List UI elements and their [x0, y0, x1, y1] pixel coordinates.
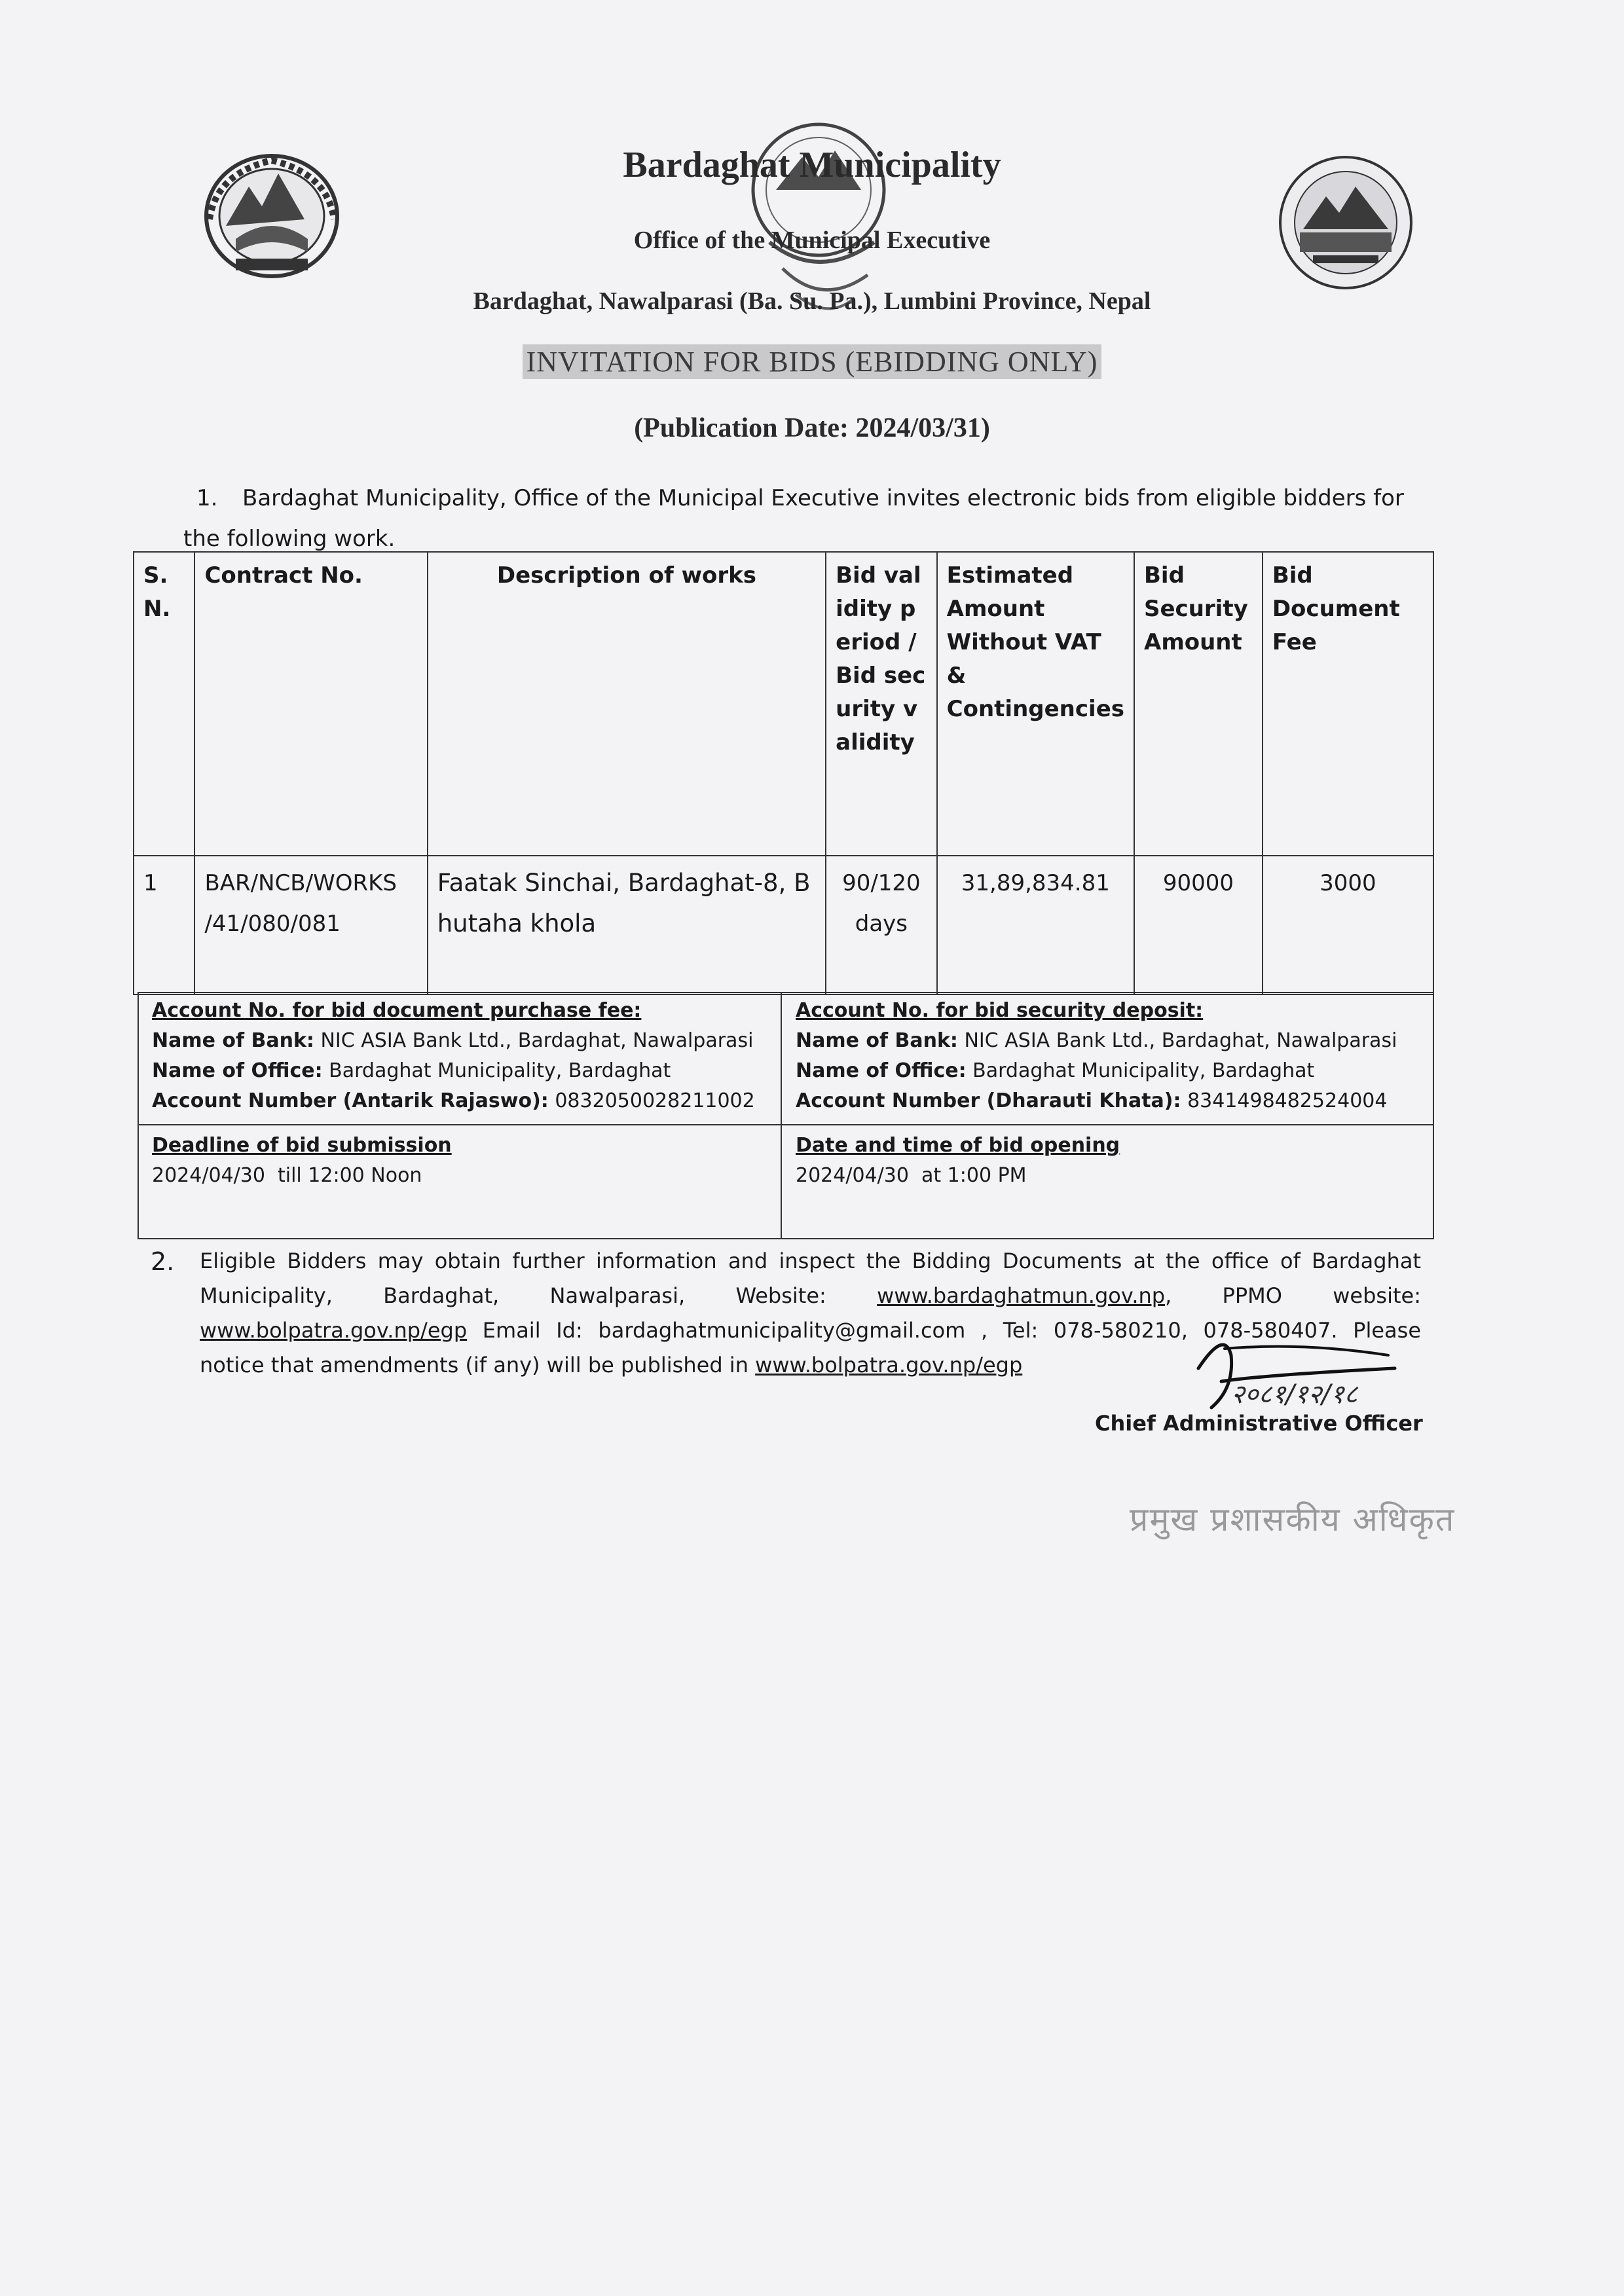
paragraph-2-text-3: Email Id: bardaghatmunicipality@gmail.com , Tel: 078-580210, 078-580407. Please notice that amendments (if any) will be published in	[200, 1318, 1421, 1377]
security-office-line: Name of Office: Bardaghat Municipality, Bardaghat	[796, 1059, 1315, 1082]
security-account-line: Account Number (Dharauti Khata): 8341498482524004	[796, 1089, 1388, 1112]
security-bank-line: Name of Bank: NIC ASIA Bank Ltd., Bardaghat, Nawalparasi	[796, 1029, 1397, 1052]
header-contract-no: Contract No.	[194, 552, 427, 856]
header-bid-validity: Bid validity period / Bid security validity	[826, 552, 937, 856]
paragraph-2-number: 2.	[151, 1247, 175, 1276]
header-document-fee: Bid Document Fee	[1263, 552, 1433, 856]
paragraph-1-text: Bardaghat Municipality, Office of the Municipal Executive invites electronic bids from eligible bidders for the following work.	[183, 485, 1404, 552]
cell-document-fee: 3000	[1263, 856, 1433, 994]
purchase-fee-account	[152, 996, 755, 1116]
purchase-office-line: Name of Office: Bardaghat Municipality, Bardaghat	[152, 1059, 671, 1082]
security-deposit-heading: Account No. for bid security deposit:	[796, 999, 1204, 1022]
office-address: Bardaghat, Nawalparasi (Ba. Su. Pa.), Lumbini Province, Nepal	[473, 287, 1151, 315]
designation-stamp: प्रमुख प्रशासकीय अधिकृत	[1130, 1501, 1456, 1539]
table-header-row	[134, 552, 1433, 856]
egp-website-link[interactable]: www.bolpatra.gov.np/egp	[755, 1353, 1023, 1377]
municipality-website-link[interactable]: www.bardaghatmun.gov.np	[877, 1283, 1166, 1308]
deadline-value: 2024/04/30 till 12:00 Noon	[152, 1164, 422, 1187]
office-subtitle: Office of the Municipal Executive	[633, 227, 991, 254]
notice-title: INVITATION FOR BIDS (EBIDDING ONLY)	[523, 344, 1102, 379]
account-divider-vertical	[781, 993, 782, 1238]
purchase-bank-line: Name of Bank: NIC ASIA Bank Ltd., Bardaghat, Nawalparasi	[152, 1029, 754, 1052]
paragraph-1	[183, 478, 1428, 559]
ppmo-website-link[interactable]: www.bolpatra.gov.np/egp	[200, 1318, 468, 1343]
header-description: Description of works	[428, 552, 826, 856]
purchase-fee-heading: Account No. for bid document purchase fee:	[152, 999, 642, 1022]
header-sn: S. N.	[134, 552, 194, 856]
municipality-title: Bardaghat Municipality	[623, 145, 1001, 185]
security-deposit-account	[796, 996, 1397, 1116]
paragraph-1-number: 1.	[196, 485, 218, 511]
cell-estimated-amount: 31,89,834.81	[937, 856, 1134, 994]
cell-description: Faatak Sinchai, Bardaghat-8, B hutaha khola	[428, 856, 826, 994]
deadline-heading: Deadline of bid submission	[152, 1134, 452, 1157]
paragraph-2-text-1: Eligible Bidders may obtain further information and inspect the Bidding Documents at the office of Bardaghat Municipality, Bardaghat, Nawalparasi, Website:	[200, 1248, 1421, 1308]
publication-date: (Publication Date: 2024/03/31)	[634, 413, 990, 443]
header-estimated-amount: Estimated Amount Without VAT & Contingencies	[937, 552, 1134, 856]
paragraph-2-text-2: , PPMO website:	[1165, 1283, 1422, 1308]
cell-bid-security: 90000	[1134, 856, 1263, 994]
opening-section	[796, 1131, 1120, 1191]
purchase-account-line: Account Number (Antarik Rajaswo): 0832050028211002	[152, 1089, 755, 1112]
account-divider-horizontal	[139, 1124, 1433, 1125]
signature-date: २०८१/१२/१८	[1231, 1379, 1358, 1410]
cell-sn: 1	[134, 856, 194, 994]
notice-title-box	[0, 345, 1624, 378]
cell-contract-no: BAR/NCB/WORKS /41/080/081	[194, 856, 427, 994]
opening-value: 2024/04/30 at 1:00 PM	[796, 1164, 1027, 1187]
deadline-section	[152, 1131, 452, 1191]
header-bid-security: Bid Security Amount	[1134, 552, 1263, 856]
account-details-box	[138, 992, 1434, 1239]
opening-heading: Date and time of bid opening	[796, 1134, 1120, 1157]
table-row	[134, 856, 1433, 994]
signatory-designation: Chief Administrative Officer	[1095, 1411, 1423, 1436]
bid-table	[133, 551, 1434, 995]
cell-bid-validity: 90/120 days	[826, 856, 937, 994]
